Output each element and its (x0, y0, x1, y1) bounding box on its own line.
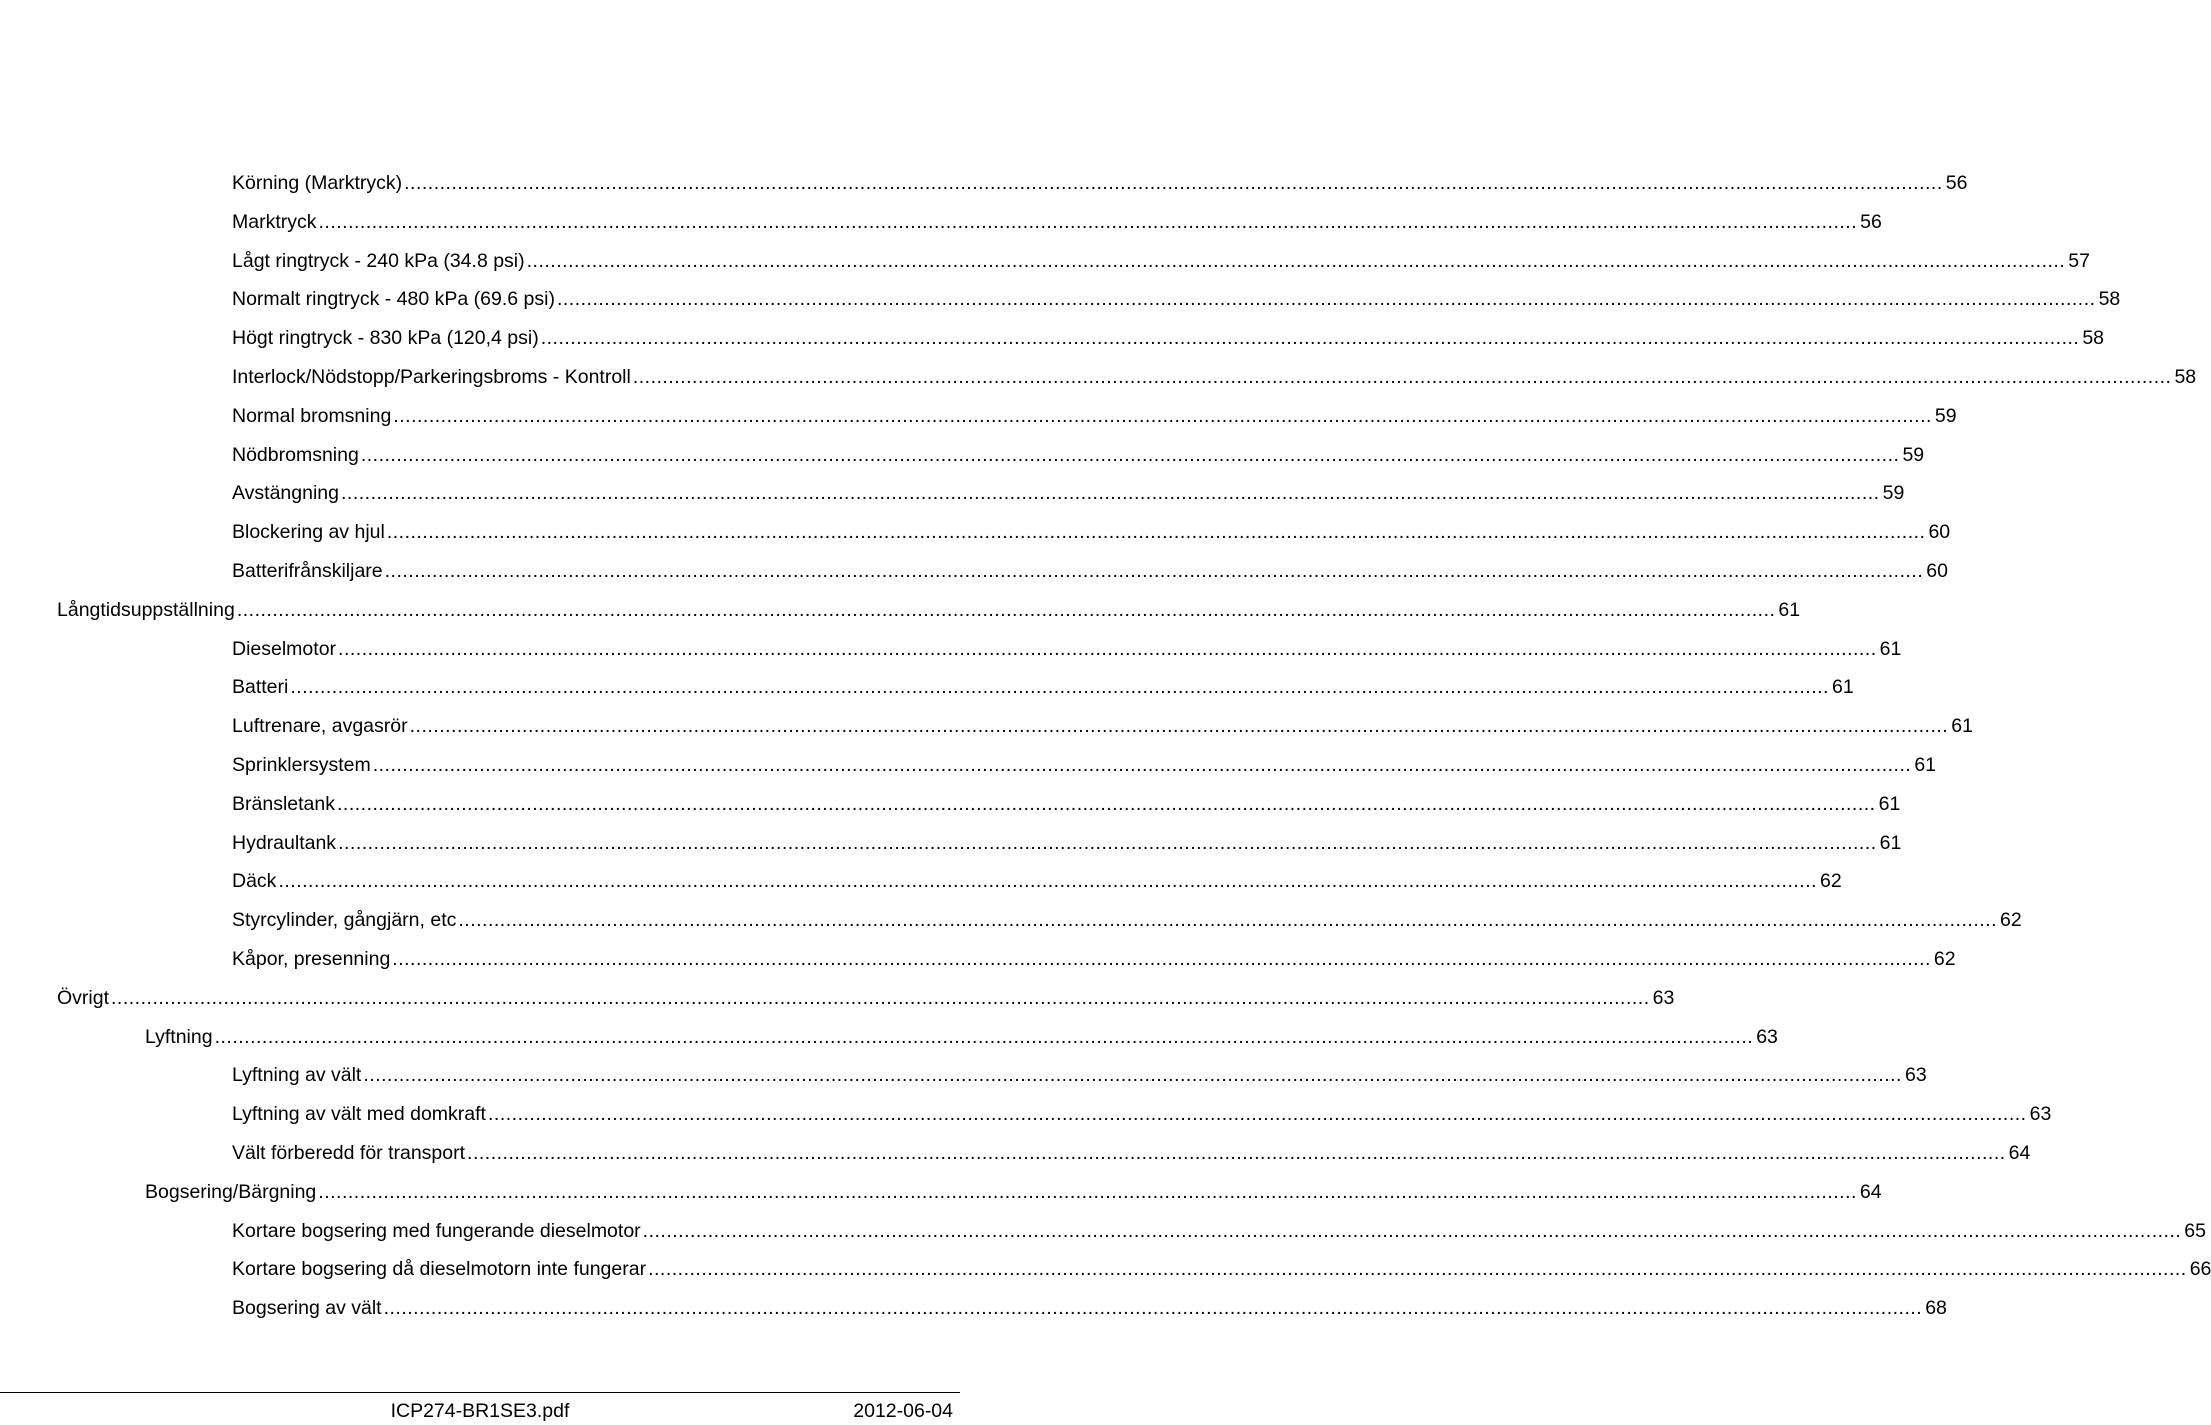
toc-entry-page-number: 58 (2082, 327, 2105, 350)
toc-entry-page-number: 59 (1882, 482, 1905, 505)
toc-entry[interactable] (232, 517, 1951, 547)
toc-entry[interactable] (232, 672, 1854, 702)
toc-entry-title: Lyftning av vält (232, 1064, 362, 1087)
toc-entry-title: Bogsering/Bärgning (145, 1180, 317, 1203)
footer-date: 2012-06-04 (853, 1400, 953, 1422)
toc-entry-page-number: 56 (1945, 172, 1968, 194)
toc-entry-page-number: 62 (1999, 909, 2022, 932)
toc-entry[interactable] (145, 1177, 1882, 1207)
toc-dot-leader: .................................................................................................................................................................................................................................................................... (363, 1064, 1902, 1087)
toc-entry-page-number: 63 (1652, 986, 1675, 1009)
toc-dot-leader: .................................................................................................................................................................................................................................................................... (236, 598, 1776, 621)
toc-dot-leader: .................................................................................................................................................................................................................................................................... (384, 560, 1924, 582)
toc-entry-page-number: 68 (1925, 1297, 1947, 1320)
toc-entry[interactable] (57, 983, 1675, 1013)
toc-dot-leader: .................................................................................................................................................................................................................................................................... (386, 521, 1926, 544)
toc-entry-page-number: 61 (1879, 831, 1902, 854)
toc-entry-title: Lågt ringtryck - 240 kPa (34.8 psi) (232, 249, 525, 272)
toc-dot-leader: .................................................................................................................................................................................................................................................................... (392, 948, 1931, 970)
toc-entry-title: Kåpor, presenning (232, 948, 391, 970)
footer-filename: ICP274-BR1SE3.pdf (390, 1400, 570, 1422)
toc-entry[interactable] (232, 207, 1882, 237)
toc-dot-leader: .................................................................................................................................................................................................................................................................... (458, 909, 1997, 932)
toc-entry-page-number: 66 (2189, 1258, 2211, 1281)
toc-entry-page-number: 56 (1860, 210, 1882, 233)
toc-entry[interactable] (232, 440, 1925, 470)
toc-entry-title: Blockering av hjul (232, 521, 385, 544)
toc-entry-title: Nödbromsning (232, 443, 359, 466)
toc-entry[interactable] (232, 1293, 1947, 1323)
toc-entry[interactable] (232, 401, 1957, 431)
toc-dot-leader: .................................................................................................................................................................................................................................................................... (336, 792, 1876, 815)
toc-entry[interactable] (232, 1254, 2211, 1284)
toc-entry[interactable] (232, 323, 2105, 353)
toc-entry[interactable] (232, 789, 1901, 819)
toc-dot-leader: .................................................................................................................................................................................................................................................................... (290, 676, 1829, 699)
toc-entry-title: Sprinklersystem (232, 754, 371, 776)
toc-entry-title: Normalt ringtryck - 480 kPa (69.6 psi) (232, 288, 555, 311)
toc-entry-title: Kortare bogsering med fungerande dieselmotor (232, 1219, 641, 1242)
toc-entry-page-number: 61 (1878, 792, 1901, 815)
toc-entry-title: Övrigt (57, 986, 110, 1009)
toc-entry-page-number: 61 (1831, 676, 1854, 699)
toc-entry-page-number: 57 (2068, 249, 2090, 272)
toc-dot-leader: .................................................................................................................................................................................................................................................................... (372, 754, 1912, 776)
toc-entry-title: Långtidsuppställning (57, 598, 235, 621)
toc-dot-leader: .................................................................................................................................................................................................................................................................... (487, 1103, 2027, 1126)
toc-entry-page-number: 60 (1926, 560, 1948, 582)
toc-dot-leader: .................................................................................................................................................................................................................................................................... (467, 1142, 2006, 1164)
toc-entry-title: Lyftning av vält med domkraft (232, 1103, 486, 1126)
toc-entry-page-number: 61 (1879, 637, 1902, 660)
toc-entry-title: Interlock/Nödstopp/Parkeringsbroms - Kontroll (232, 366, 631, 388)
toc-entry-title: Bogsering av vält (232, 1297, 382, 1320)
toc-entry-title: Vält förberedd för transport (232, 1142, 466, 1164)
toc-entry-page-number: 60 (1928, 521, 1951, 544)
toc-entry[interactable] (232, 1099, 2052, 1129)
toc-entry-title: Bränsletank (232, 792, 335, 815)
toc-entry-page-number: 58 (2098, 288, 2121, 311)
toc-entry-page-number: 61 (1951, 715, 1973, 738)
toc-entry-title: Batteri (232, 676, 289, 699)
toc-entry-page-number: 61 (1914, 754, 1937, 776)
toc-dot-leader: .................................................................................................................................................................................................................................................................... (111, 986, 1650, 1009)
toc-dot-leader: .................................................................................................................................................................................................................................................................... (648, 1258, 2187, 1281)
toc-dot-leader: .................................................................................................................................................................................................................................................................... (338, 831, 1877, 854)
toc-dot-leader: .................................................................................................................................................................................................................................................................... (409, 715, 1949, 738)
toc-dot-leader: .................................................................................................................................................................................................................................................................... (526, 249, 2066, 272)
toc-entry-title: Hydraultank (232, 831, 337, 854)
toc-dot-leader: .................................................................................................................................................................................................................................................................... (278, 870, 1818, 893)
toc-entry-page-number: 62 (1820, 870, 1842, 893)
toc-entry[interactable] (145, 1022, 1778, 1052)
toc-dot-leader: .................................................................................................................................................................................................................................................................... (556, 288, 2096, 311)
toc-dot-leader: .................................................................................................................................................................................................................................................................... (383, 1297, 1923, 1320)
toc-entry[interactable] (232, 711, 1973, 741)
toc-entry-title: Lyftning (145, 1025, 213, 1048)
toc-entry-title: Styrcylinder, gångjärn, etc (232, 909, 457, 932)
toc-dot-leader: .................................................................................................................................................................................................................................................................... (318, 1180, 1857, 1203)
toc-dot-leader: .................................................................................................................................................................................................................................................................... (338, 637, 1877, 660)
toc-entry-title: Normal bromsning (232, 404, 392, 427)
toc-dot-leader: .................................................................................................................................................................................................................................................................... (540, 327, 2080, 350)
toc-entry[interactable] (232, 246, 2090, 276)
toc-entry[interactable] (232, 362, 2197, 392)
toc-entry-page-number: 58 (2174, 366, 2197, 388)
toc-dot-leader: .................................................................................................................................................................................................................................................................... (404, 172, 1943, 194)
toc-entry-page-number: 64 (1859, 1180, 1882, 1203)
toc-entry-page-number: 59 (1902, 443, 1925, 466)
toc-entry-title: Batterifrånskiljare (232, 560, 383, 582)
toc-entry[interactable] (232, 750, 1937, 780)
toc-entry-page-number: 63 (1756, 1025, 1778, 1048)
toc-entry[interactable] (232, 478, 1905, 508)
toc-dot-leader: .................................................................................................................................................................................................................................................................... (642, 1219, 2182, 1242)
toc-entry[interactable] (57, 595, 1801, 625)
toc-entry[interactable] (232, 556, 1948, 586)
toc-entry[interactable] (232, 284, 2121, 314)
toc-entry-page-number: 65 (2184, 1219, 2206, 1242)
toc-dot-leader: .................................................................................................................................................................................................................................................................... (318, 210, 1858, 233)
toc-entry-page-number: 62 (1933, 948, 1956, 970)
toc-entry-title: Däck (232, 870, 277, 893)
toc-dot-leader: .................................................................................................................................................................................................................................................................... (340, 482, 1880, 505)
toc-entry[interactable] (232, 905, 2022, 935)
toc-entry-page-number: 63 (2029, 1103, 2052, 1126)
toc-entry[interactable] (232, 1060, 1927, 1090)
toc-entry-page-number: 63 (1904, 1064, 1927, 1087)
toc-entry[interactable] (232, 866, 1842, 896)
toc-dot-leader: .................................................................................................................................................................................................................................................................... (632, 366, 2172, 388)
toc-entry-title: Dieselmotor (232, 637, 337, 660)
toc-entry-title: Kortare bogsering då dieselmotorn inte fungerar (232, 1258, 647, 1281)
footer-divider (0, 1392, 960, 1393)
toc-entry[interactable] (232, 1216, 2206, 1246)
toc-entry-title: Körning (Marktryck) (232, 172, 403, 194)
toc-entry-title: Högt ringtryck - 830 kPa (120,4 psi) (232, 327, 539, 350)
toc-entry-page-number: 61 (1778, 598, 1801, 621)
toc-entry-title: Marktryck (232, 210, 317, 233)
toc-dot-leader: .................................................................................................................................................................................................................................................................... (393, 404, 1932, 427)
toc-entry[interactable] (232, 828, 1902, 858)
toc-entry[interactable] (232, 1138, 2031, 1168)
toc-dot-leader: .................................................................................................................................................................................................................................................................... (214, 1025, 1754, 1048)
toc-entry[interactable] (232, 634, 1902, 664)
toc-entry[interactable] (232, 168, 1968, 198)
toc-entry-page-number: 64 (2008, 1142, 2031, 1164)
toc-entry-page-number: 59 (1934, 404, 1957, 427)
toc-dot-leader: .................................................................................................................................................................................................................................................................... (360, 443, 1900, 466)
toc-entry-title: Avstängning (232, 482, 339, 505)
toc-entry[interactable] (232, 944, 1956, 974)
toc-entry-title: Luftrenare, avgasrör (232, 715, 408, 738)
